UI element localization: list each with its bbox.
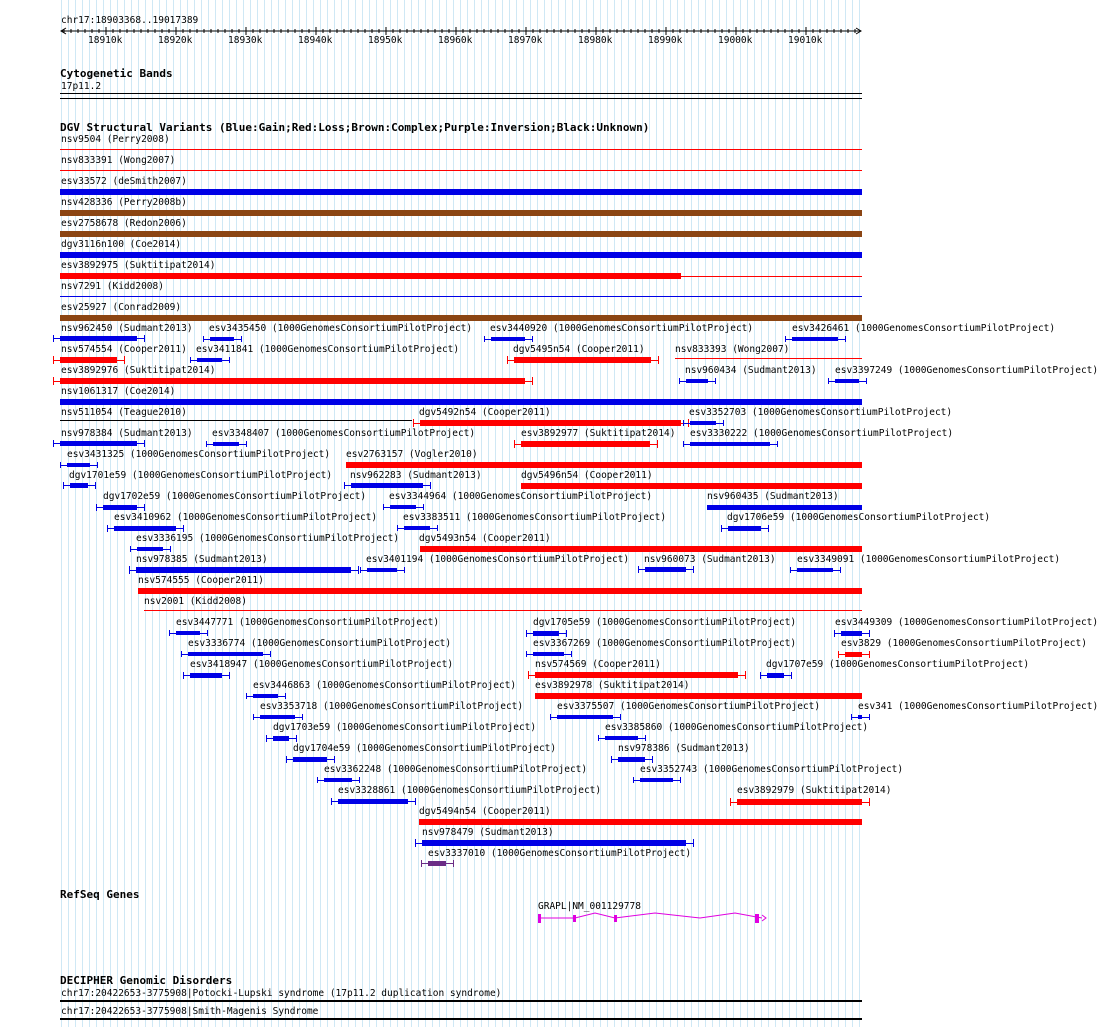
dgv-feature-label[interactable]: nsv2001 (Kidd2008) — [144, 596, 247, 607]
dgv-feature-end-tick — [229, 672, 230, 679]
dgv-feature-bar[interactable] — [60, 252, 862, 258]
dgv-feature-whisker — [53, 443, 144, 444]
dgv-feature-whisker — [413, 423, 688, 424]
cytoband-bar[interactable] — [60, 98, 862, 99]
dgv-feature-end-tick — [745, 671, 746, 679]
dgv-feature-whisker — [190, 360, 229, 361]
dgv-feature-whisker — [130, 549, 170, 550]
dgv-feature-end-tick — [866, 378, 867, 384]
dgv-feature-bar[interactable] — [60, 315, 862, 321]
ruler-tick-label: 18910k — [88, 35, 123, 46]
dgv-feature-label[interactable]: nsv978479 (Sudmant2013) — [422, 827, 554, 838]
dgv-feature-end-tick — [183, 672, 184, 679]
dgv-feature-end-tick — [532, 336, 533, 342]
dgv-feature-end-tick — [190, 357, 191, 363]
cytobands-track-title[interactable]: Cytogenetic Bands — [60, 67, 173, 80]
decipher-bar[interactable] — [60, 1018, 862, 1020]
dgv-feature-bar[interactable] — [60, 170, 862, 171]
dgv-feature-label[interactable]: esv3367269 (1000GenomesConsortiumPilotProject) — [533, 638, 797, 649]
dgv-feature-whisker — [550, 717, 620, 718]
dgv-feature-whisker — [317, 780, 359, 781]
dgv-feature-end-tick — [129, 566, 130, 574]
dgv-feature-end-tick — [246, 441, 247, 447]
dgv-feature-bar[interactable] — [60, 210, 862, 216]
dgv-feature-end-tick — [532, 377, 533, 385]
dgv-feature-label[interactable]: nsv960435 (Sudmant2013) — [707, 491, 839, 502]
ruler-tick-label: 18960k — [438, 35, 473, 46]
dgv-feature-end-tick — [453, 860, 454, 867]
dgv-feature-label[interactable]: esv3440920 (1000GenomesConsortiumPilotProject) — [490, 323, 754, 334]
dgv-feature-whisker — [421, 863, 453, 864]
dgv-feature-whisker — [760, 675, 791, 676]
dgv-feature-label[interactable]: esv3410962 (1000GenomesConsortiumPilotProject) — [114, 512, 378, 523]
dgv-feature-whisker — [286, 759, 334, 760]
dgv-feature-bar[interactable] — [60, 273, 681, 279]
dgv-feature-end-tick — [507, 356, 508, 364]
dgv-feature-whisker — [331, 801, 415, 802]
dgv-feature-label[interactable]: esv3330222 (1000GenomesConsortiumPilotProject) — [690, 428, 954, 439]
dgv-feature-end-tick — [680, 777, 681, 783]
dgv-feature-whisker — [828, 381, 866, 382]
grid-line — [684, 0, 685, 1027]
dgv-feature-end-tick — [130, 546, 131, 552]
dgv-feature-label[interactable]: esv341 (1000GenomesConsortiumPilotProject) — [858, 701, 1098, 712]
dgv-feature-label[interactable]: esv3344964 (1000GenomesConsortiumPilotProject) — [389, 491, 653, 502]
dgv-feature-end-tick — [246, 693, 247, 699]
dgv-feature-label[interactable]: esv3349091 (1000GenomesConsortiumPilotProject) — [797, 554, 1061, 565]
dgv-feature-end-tick — [785, 336, 786, 342]
ruler-tick-label: 18940k — [298, 35, 333, 46]
dgv-feature-end-tick — [344, 482, 345, 489]
dgv-feature-end-tick — [721, 525, 722, 532]
dgv-feature-end-tick — [144, 440, 145, 447]
decipher-track-title[interactable]: DECIPHER Genomic Disorders — [60, 974, 233, 987]
dgv-feature-label[interactable]: esv3447771 (1000GenomesConsortiumPilotProject) — [176, 617, 440, 628]
dgv-feature-label[interactable]: nsv962283 (Sudmant2013) — [350, 470, 482, 481]
dgv-feature-end-tick — [270, 651, 271, 657]
dgv-feature-whisker — [526, 633, 566, 634]
dgv-feature-end-tick — [96, 504, 97, 511]
dgv-feature-whisker — [838, 654, 869, 655]
dgv-feature-end-tick — [723, 420, 724, 426]
dgv-feature-end-tick — [566, 630, 567, 637]
dgv-feature-whisker — [107, 528, 183, 529]
gene-label[interactable]: GRAPL|NM_001129778 — [538, 901, 641, 912]
dgv-feature-label[interactable]: esv3337010 (1000GenomesConsortiumPilotProject) — [428, 848, 692, 859]
dgv-feature-label[interactable]: esv3418947 (1000GenomesConsortiumPilotProject) — [190, 659, 454, 670]
dgv-feature-end-tick — [840, 567, 841, 573]
dgv-feature-label[interactable]: esv3352703 (1000GenomesConsortiumPilotProject) — [689, 407, 953, 418]
dgv-feature-end-tick — [383, 504, 384, 510]
dgv-feature-end-tick — [107, 525, 108, 532]
dgv-feature-end-tick — [834, 630, 835, 637]
dgv-feature-whisker — [730, 802, 869, 803]
dgv-feature-label[interactable]: esv3426461 (1000GenomesConsortiumPilotProject) — [792, 323, 1056, 334]
dgv-feature-whisker — [169, 633, 207, 634]
dgv-feature-end-tick — [397, 525, 398, 531]
dgv-feature-bar[interactable] — [521, 483, 862, 489]
dgv-feature-bar[interactable] — [535, 693, 862, 699]
dgv-feature-end-tick — [683, 441, 684, 447]
ruler-tick-label: 18950k — [368, 35, 403, 46]
ruler-tick-label: 18930k — [228, 35, 263, 46]
dgv-feature-end-tick — [679, 378, 680, 384]
dgv-feature-whisker — [851, 717, 869, 718]
dgv-feature-label[interactable]: esv3892977 (Suktitipat2014) — [521, 428, 676, 439]
grid-line — [390, 0, 391, 1027]
dgv-feature-end-tick — [869, 798, 870, 806]
dgv-feature-end-tick — [828, 378, 829, 384]
dgv-feature-bar[interactable] — [60, 149, 862, 150]
dgv-feature-end-tick — [181, 651, 182, 657]
dgv-feature-label[interactable]: nsv960434 (Sudmant2013) — [685, 365, 817, 376]
dgv-feature-label[interactable]: esv25927 (Conrad2009) — [61, 302, 182, 313]
dgv-feature-label[interactable]: nsv574569 (Cooper2011) — [535, 659, 661, 670]
dgv-feature-end-tick — [413, 419, 414, 427]
dgv-feature-end-tick — [53, 440, 54, 447]
dgv-feature-label[interactable]: dgv1705e59 (1000GenomesConsortiumPilotProject) — [533, 617, 797, 628]
dgv-feature-extension[interactable] — [681, 276, 862, 277]
dgv-feature-end-tick — [229, 357, 230, 363]
ruler-tick-label: 19010k — [788, 35, 823, 46]
dgv-feature-label[interactable]: esv3892979 (Suktitipat2014) — [737, 785, 892, 796]
dgv-feature-end-tick — [358, 566, 359, 574]
grid-line — [698, 0, 699, 1027]
dgv-feature-whisker — [383, 507, 423, 508]
dgv-feature-label[interactable]: dgv1701e59 (1000GenomesConsortiumPilotProject) — [69, 470, 333, 481]
dgv-feature-label[interactable]: esv3446863 (1000GenomesConsortiumPilotProject) — [253, 680, 517, 691]
dgv-feature-bar[interactable] — [60, 296, 862, 297]
dgv-feature-label[interactable]: nsv960073 (Sudmant2013) — [644, 554, 776, 565]
dgv-feature-label[interactable]: dgv5494n54 (Cooper2011) — [419, 806, 551, 817]
dgv-feature-end-tick — [415, 839, 416, 847]
dgv-feature-label[interactable]: dgv5496n54 (Cooper2011) — [521, 470, 653, 481]
dgv-feature-label[interactable]: esv2763157 (Vogler2010) — [346, 449, 478, 460]
dgv-feature-whisker — [638, 569, 693, 570]
dgv-feature-bar[interactable] — [420, 546, 862, 552]
dgv-feature-end-tick — [658, 356, 659, 364]
dgv-feature-label[interactable]: esv3352743 (1000GenomesConsortiumPilotProject) — [640, 764, 904, 775]
grid-line — [670, 0, 671, 1027]
dgv-feature-label[interactable]: dgv5495n54 (Cooper2011) — [513, 344, 645, 355]
dgv-feature-whisker — [611, 759, 652, 760]
dgv-feature-end-tick — [285, 693, 286, 699]
dgv-feature-whisker — [53, 381, 532, 382]
dgv-feature-whisker — [183, 675, 229, 676]
dgv-feature-end-tick — [869, 714, 870, 720]
dgv-feature-whisker — [96, 507, 144, 508]
dgv-feature-bar[interactable] — [707, 505, 862, 510]
ruler-tick-label: 18980k — [578, 35, 613, 46]
grid-line — [712, 0, 713, 1027]
dgv-feature-label[interactable]: dgv1702e59 (1000GenomesConsortiumPilotProject) — [103, 491, 367, 502]
dgv-feature-whisker — [53, 360, 124, 361]
dgv-feature-end-tick — [241, 336, 242, 342]
dgv-feature-whisker — [253, 717, 302, 718]
dgv-feature-end-tick — [652, 756, 653, 763]
dgv-feature-end-tick — [266, 735, 267, 742]
dgv-feature-label[interactable]: esv3336195 (1000GenomesConsortiumPilotProject) — [136, 533, 400, 544]
dgv-feature-whisker — [246, 696, 285, 697]
dgv-feature-label[interactable]: esv3411841 (1000GenomesConsortiumPilotProject) — [196, 344, 460, 355]
dgv-feature-end-tick — [207, 630, 208, 636]
dgv-feature-whisker — [683, 423, 723, 424]
dgv-feature-label[interactable]: nsv833391 (Wong2007) — [61, 155, 176, 166]
dgv-feature-whisker — [484, 339, 532, 340]
dgv-feature-end-tick — [63, 482, 64, 489]
refseq-track-title[interactable]: RefSeq Genes — [60, 888, 140, 901]
dgv-feature-end-tick — [334, 756, 335, 763]
dgv-feature-bar[interactable] — [60, 189, 862, 195]
dgv-feature-end-tick — [869, 651, 870, 658]
ruler-tick-label: 18970k — [508, 35, 543, 46]
dgv-feature-end-tick — [611, 756, 612, 763]
dgv-feature-end-tick — [203, 336, 204, 342]
dgv-feature-end-tick — [715, 378, 716, 384]
decipher-item[interactable]: chr17:20422653-3775908|Smith-Magenis Syndrome — [61, 1006, 319, 1017]
ruler-tick-label: 18920k — [158, 35, 193, 46]
dgv-feature-label[interactable]: dgv1703e59 (1000GenomesConsortiumPilotProject) — [273, 722, 537, 733]
dgv-feature-whisker — [344, 485, 430, 486]
dgv-feature-end-tick — [253, 714, 254, 720]
dgv-feature-label[interactable]: esv3892978 (Suktitipat2014) — [535, 680, 690, 691]
dgv-feature-label[interactable]: esv3401194 (1000GenomesConsortiumPilotProject) — [366, 554, 630, 565]
dgv-feature-end-tick — [526, 651, 527, 657]
dgv-feature-end-tick — [317, 777, 318, 783]
dgv-feature-whisker — [266, 738, 296, 739]
dgv-feature-whisker — [790, 570, 840, 571]
dgv-feature-label[interactable]: esv3449309 (1000GenomesConsortiumPilotProject) — [835, 617, 1098, 628]
dgv-feature-end-tick — [730, 798, 731, 806]
dgv-track-title[interactable]: DGV Structural Variants (Blue:Gain;Red:Loss;Brown:Complex;Purple:Inversion;Black:Unknown) — [60, 121, 650, 134]
dgv-feature-end-tick — [514, 440, 515, 448]
dgv-feature-end-tick — [331, 798, 332, 805]
dgv-feature-whisker — [360, 570, 404, 571]
dgv-feature-label[interactable]: nsv574555 (Cooper2011) — [138, 575, 264, 586]
grid-line — [719, 0, 720, 1027]
dgv-feature-end-tick — [302, 714, 303, 720]
grid-line — [691, 0, 692, 1027]
dgv-feature-end-tick — [60, 462, 61, 468]
dgv-feature-label[interactable]: nsv978384 (Sudmant2013) — [61, 428, 193, 439]
grid-line — [705, 0, 706, 1027]
dgv-feature-whisker — [507, 360, 658, 361]
dgv-feature-end-tick — [693, 566, 694, 573]
dgv-feature-whisker — [203, 339, 241, 340]
dgv-feature-label[interactable]: dgv5492n54 (Cooper2011) — [419, 407, 551, 418]
dgv-feature-label[interactable]: esv3892975 (Suktitipat2014) — [61, 260, 216, 271]
dgv-feature-bar[interactable] — [138, 588, 862, 594]
dgv-feature-label[interactable]: nsv574554 (Cooper2011) — [61, 344, 187, 355]
grid-line — [397, 0, 398, 1027]
dgv-feature-end-tick — [845, 336, 846, 342]
dgv-feature-end-tick — [144, 335, 145, 342]
dgv-feature-whisker — [53, 338, 144, 339]
dgv-feature-end-tick — [95, 482, 96, 489]
dgv-feature-whisker — [721, 528, 768, 529]
dgv-feature-label[interactable]: esv3362248 (1000GenomesConsortiumPilotProject) — [324, 764, 588, 775]
dgv-feature-label[interactable]: esv3385860 (1000GenomesConsortiumPilotProject) — [605, 722, 869, 733]
dgv-feature-label[interactable]: nsv978385 (Sudmant2013) — [136, 554, 268, 565]
dgv-feature-bar[interactable] — [60, 231, 862, 237]
dgv-feature-bar[interactable] — [346, 462, 862, 468]
dgv-feature-end-tick — [53, 356, 54, 364]
dgv-feature-label[interactable]: nsv962450 (Sudmant2013) — [61, 323, 193, 334]
dgv-feature-whisker — [181, 654, 270, 655]
dgv-feature-label[interactable]: esv3328861 (1000GenomesConsortiumPilotProject) — [338, 785, 602, 796]
dgv-feature-label[interactable]: dgv1707e59 (1000GenomesConsortiumPilotProject) — [766, 659, 1030, 670]
grid-line — [383, 0, 384, 1027]
gene-model-grapl[interactable] — [0, 905, 890, 929]
dgv-feature-end-tick — [633, 777, 634, 783]
dgv-feature-label[interactable]: esv3383511 (1000GenomesConsortiumPilotProject) — [403, 512, 667, 523]
dgv-feature-whisker — [415, 843, 693, 844]
dgv-feature-end-tick — [791, 672, 792, 679]
dgv-feature-whisker — [834, 633, 869, 634]
dgv-feature-whisker — [129, 570, 358, 571]
dgv-feature-end-tick — [869, 630, 870, 637]
dgv-feature-bar[interactable] — [675, 358, 862, 359]
dgv-feature-label[interactable]: dgv5493n54 (Cooper2011) — [419, 533, 551, 544]
dgv-feature-end-tick — [286, 756, 287, 763]
dgv-feature-end-tick — [484, 336, 485, 342]
dgv-feature-label[interactable]: nsv978386 (Sudmant2013) — [618, 743, 750, 754]
dgv-feature-label[interactable]: esv3892976 (Suktitipat2014) — [61, 365, 216, 376]
dgv-feature-end-tick — [693, 839, 694, 847]
dgv-feature-label[interactable]: esv2758678 (Redon2006) — [61, 218, 187, 229]
dgv-feature-bar[interactable] — [144, 610, 862, 611]
dgv-feature-label[interactable]: dgv3116n100 (Coe2014) — [61, 239, 182, 250]
dgv-feature-label[interactable]: esv3431325 (1000GenomesConsortiumPilotProject) — [67, 449, 331, 460]
dgv-feature-end-tick — [421, 860, 422, 867]
dgv-feature-end-tick — [777, 441, 778, 447]
dgv-feature-end-tick — [97, 462, 98, 468]
dgv-feature-end-tick — [760, 672, 761, 679]
dgv-feature-end-tick — [528, 671, 529, 679]
dgv-feature-end-tick — [144, 504, 145, 511]
dgv-feature-label[interactable]: esv3435450 (1000GenomesConsortiumPilotProject) — [209, 323, 473, 334]
dgv-feature-whisker — [785, 339, 845, 340]
dgv-feature-end-tick — [360, 567, 361, 573]
dgv-feature-end-tick — [550, 714, 551, 720]
ruler-tick-label: 19000k — [718, 35, 753, 46]
dgv-feature-whisker — [514, 444, 657, 445]
dgv-feature-end-tick — [430, 482, 431, 489]
dgv-feature-end-tick — [206, 441, 207, 447]
ruler-position: chr17:18903368..19017389 — [61, 15, 199, 26]
dgv-feature-end-tick — [598, 735, 599, 741]
dgv-feature-end-tick — [851, 714, 852, 720]
decipher-item[interactable]: chr17:20422653-3775908|Potocki-Lupski syndrome (17p11.2 duplication syndrome) — [61, 988, 502, 999]
dgv-feature-label[interactable]: esv3336774 (1000GenomesConsortiumPilotProject) — [188, 638, 452, 649]
dgv-feature-label[interactable]: esv3353718 (1000GenomesConsortiumPilotProject) — [260, 701, 524, 712]
dgv-feature-label[interactable]: esv33572 (deSmith2007) — [61, 176, 187, 187]
dgv-feature-end-tick — [124, 356, 125, 364]
dgv-feature-label[interactable]: esv3375507 (1000GenomesConsortiumPilotProject) — [557, 701, 821, 712]
dgv-feature-whisker — [63, 485, 95, 486]
decipher-bar[interactable] — [60, 1000, 862, 1002]
dgv-feature-end-tick — [359, 777, 360, 783]
dgv-feature-label[interactable]: nsv9504 (Perry2008) — [61, 134, 170, 145]
dgv-feature-end-tick — [296, 735, 297, 742]
dgv-feature-label[interactable]: esv3397249 (1000GenomesConsortiumPilotProject) — [835, 365, 1098, 376]
dgv-feature-end-tick — [53, 377, 54, 385]
dgv-feature-label[interactable]: nsv833393 (Wong2007) — [675, 344, 790, 355]
dgv-feature-bar[interactable] — [419, 819, 862, 825]
dgv-feature-end-tick — [620, 714, 621, 720]
dgv-feature-end-tick — [571, 651, 572, 657]
dgv-feature-whisker — [526, 654, 571, 655]
dgv-feature-bar[interactable] — [60, 399, 862, 405]
dgv-feature-label[interactable]: dgv1706e59 (1000GenomesConsortiumPilotProject) — [727, 512, 991, 523]
grid-line — [677, 0, 678, 1027]
dgv-feature-label[interactable]: esv3829 (1000GenomesConsortiumPilotProject) — [841, 638, 1087, 649]
dgv-feature-whisker — [633, 780, 680, 781]
dgv-feature-end-tick — [404, 567, 405, 573]
dgv-feature-end-tick — [683, 420, 684, 426]
dgv-feature-end-tick — [645, 735, 646, 741]
dgv-feature-whisker — [679, 381, 715, 382]
dgv-feature-whisker — [397, 528, 437, 529]
dgv-feature-end-tick — [170, 546, 171, 552]
dgv-feature-end-tick — [657, 440, 658, 448]
dgv-feature-end-tick — [838, 651, 839, 658]
dgv-feature-end-tick — [768, 525, 769, 532]
dgv-feature-whisker — [206, 444, 246, 445]
dgv-feature-end-tick — [415, 798, 416, 805]
ruler-tick-label: 18990k — [648, 35, 683, 46]
dgv-feature-label[interactable]: nsv428336 (Perry2008b) — [61, 197, 187, 208]
dgv-feature-end-tick — [437, 525, 438, 531]
dgv-feature-label[interactable]: nsv1061317 (Coe2014) — [61, 386, 176, 397]
dgv-feature-bar[interactable] — [60, 420, 412, 421]
dgv-feature-label[interactable]: dgv1704e59 (1000GenomesConsortiumPilotProject) — [293, 743, 557, 754]
dgv-feature-label[interactable]: nsv7291 (Kidd2008) — [61, 281, 164, 292]
dgv-feature-whisker — [528, 675, 745, 676]
dgv-feature-end-tick — [53, 335, 54, 342]
dgv-feature-end-tick — [638, 566, 639, 573]
cytoband-label[interactable]: 17p11.2 — [61, 81, 102, 92]
dgv-feature-whisker — [683, 444, 777, 445]
dgv-feature-whisker — [598, 738, 645, 739]
dgv-feature-whisker — [60, 465, 97, 466]
dgv-feature-end-tick — [526, 630, 527, 637]
dgv-feature-label[interactable]: esv3348407 (1000GenomesConsortiumPilotProject) — [212, 428, 476, 439]
dgv-feature-end-tick — [790, 567, 791, 573]
dgv-feature-end-tick — [183, 525, 184, 532]
dgv-feature-end-tick — [169, 630, 170, 636]
dgv-feature-end-tick — [423, 504, 424, 510]
cytoband-bar[interactable] — [60, 93, 862, 94]
dgv-feature-label[interactable]: nsv511054 (Teague2010) — [61, 407, 187, 418]
